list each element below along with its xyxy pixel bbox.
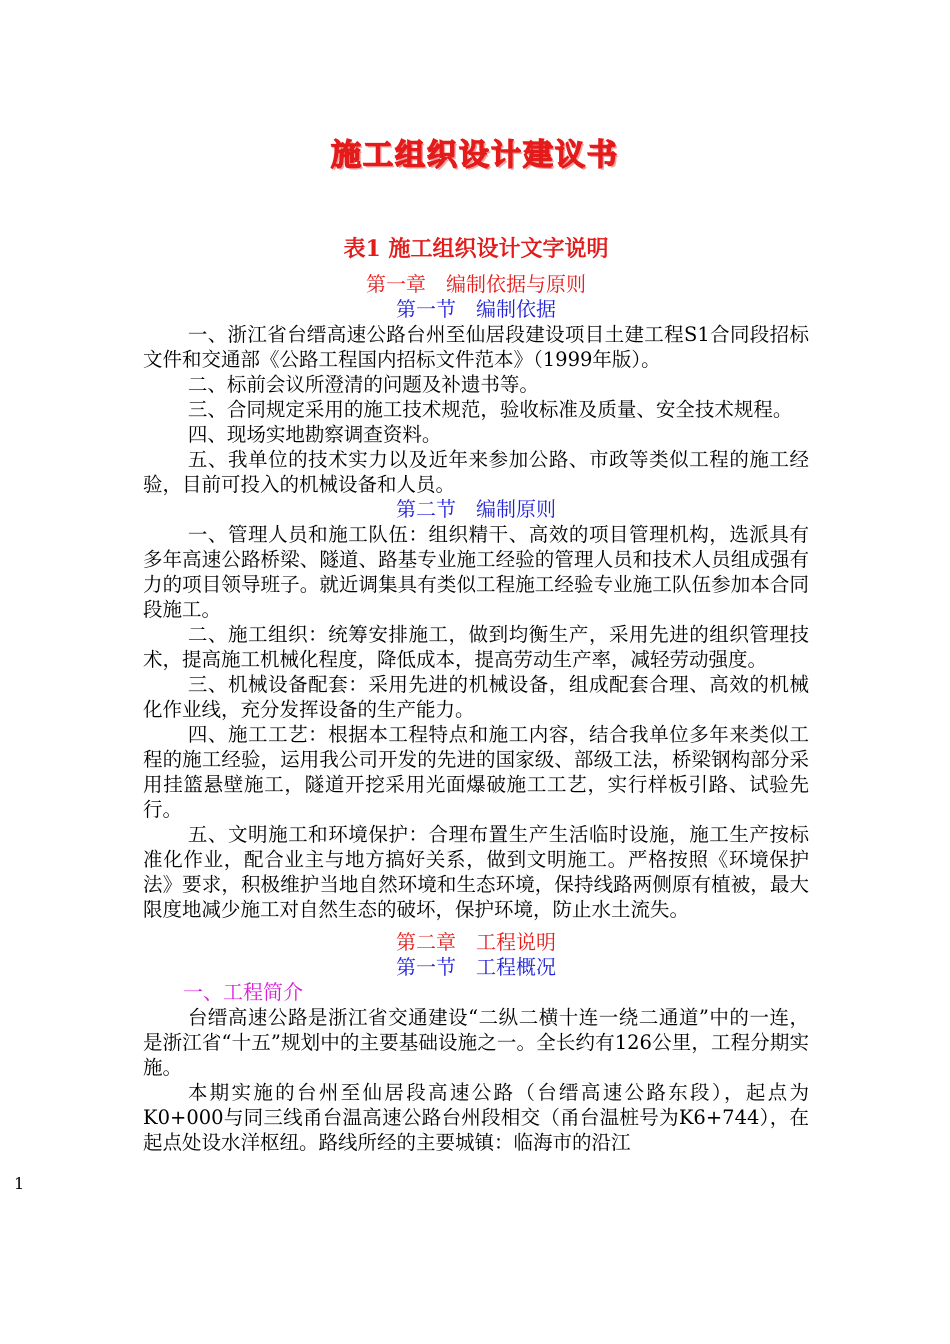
chapter-2-section-1-heading: 第一节 工程概况 [396,955,556,979]
paragraph: 一、管理人员和施工队伍：组织精干、高效的项目管理机构，选派具有多年高速公路桥梁、隧道、路基专业施工经验的管理人员和技术人员组成强有力的项目领导班子。就近调集具有类似工程施工经验专业施工队伍参加本合同段施工。 [143,523,809,621]
paragraph: 四、现场实地勘察调查资料。 [187,423,442,446]
paragraph: 三、合同规定采用的施工技术规范，验收标准及质量、安全技术规程。 [187,398,793,421]
table-title: 表1 施工组织设计文字说明 [343,236,609,262]
chapter-2-heading: 第二章 工程说明 [396,930,556,954]
paragraph: 五、文明施工和环境保护：合理布置生产生活临时设施，施工生产按标准化作业，配合业主与地方搞好关系，做到文明施工。严格按照《环境保护法》要求，积极维护当地自然环境和生态环境，保持线路两侧原有植被，最大限度地减少施工对自然生态的破坏，保护环境，防止水土流失。 [143,823,809,921]
paragraph: 二、施工组织：统筹安排施工，做到均衡生产，采用先进的组织管理技术，提高施工机械化程度，降低成本，提高劳动生产率，减轻劳动强度。 [143,623,809,671]
chapter-1-section-1-heading: 第一节 编制依据 [396,297,556,321]
document-main-title: 施工组织设计建议书 [331,138,619,173]
page-number: 1 [14,1174,25,1193]
paragraph: 一、浙江省台缙高速公路台州至仙居段建设项目土建工程S1合同段招标文件和交通部《公路工程国内招标文件范本》（1999年版）。 [143,323,809,371]
document-body [143,232,809,1155]
subheading: 一、工程简介 [183,980,303,1004]
chapter-1-section-2-heading: 第二节 编制原则 [396,497,556,521]
paragraph: 五、我单位的技术实力以及近年来参加公路、市政等类似工程的施工经验，目前可投入的机械设备和人员。 [143,448,809,496]
paragraph: 三、机械设备配套：采用先进的机械设备，组成配套合理、高效的机械化作业线，充分发挥设备的生产能力。 [143,673,809,721]
paragraph: 二、标前会议所澄清的问题及补遗书等。 [187,373,539,396]
paragraph: 本期实施的台州至仙居段高速公路（台缙高速公路东段），起点为K0+000与同三线甬台温高速公路台州段相交（甬台温桩号为K6+744），在起点处设水洋枢纽。路线所经的主要城镇：临海市的沿江 [143,1081,809,1154]
paragraph: 台缙高速公路是浙江省交通建设“二纵二横十连一绕二通道”中的一连，是浙江省“十五”规划中的主要基础设施之一。全长约有126公里，工程分期实施。 [143,1006,809,1079]
paragraph: 四、施工工艺：根据本工程特点和施工内容，结合我单位多年来类似工程的施工经验，运用我公司开发的先进的国家级、部级工法，桥梁钢构部分采用挂篮悬壁施工，隧道开挖采用光面爆破施工工艺，实行样板引路、试验先行。 [143,723,809,821]
chapter-1-heading: 第一章 编制依据与原则 [366,272,586,296]
